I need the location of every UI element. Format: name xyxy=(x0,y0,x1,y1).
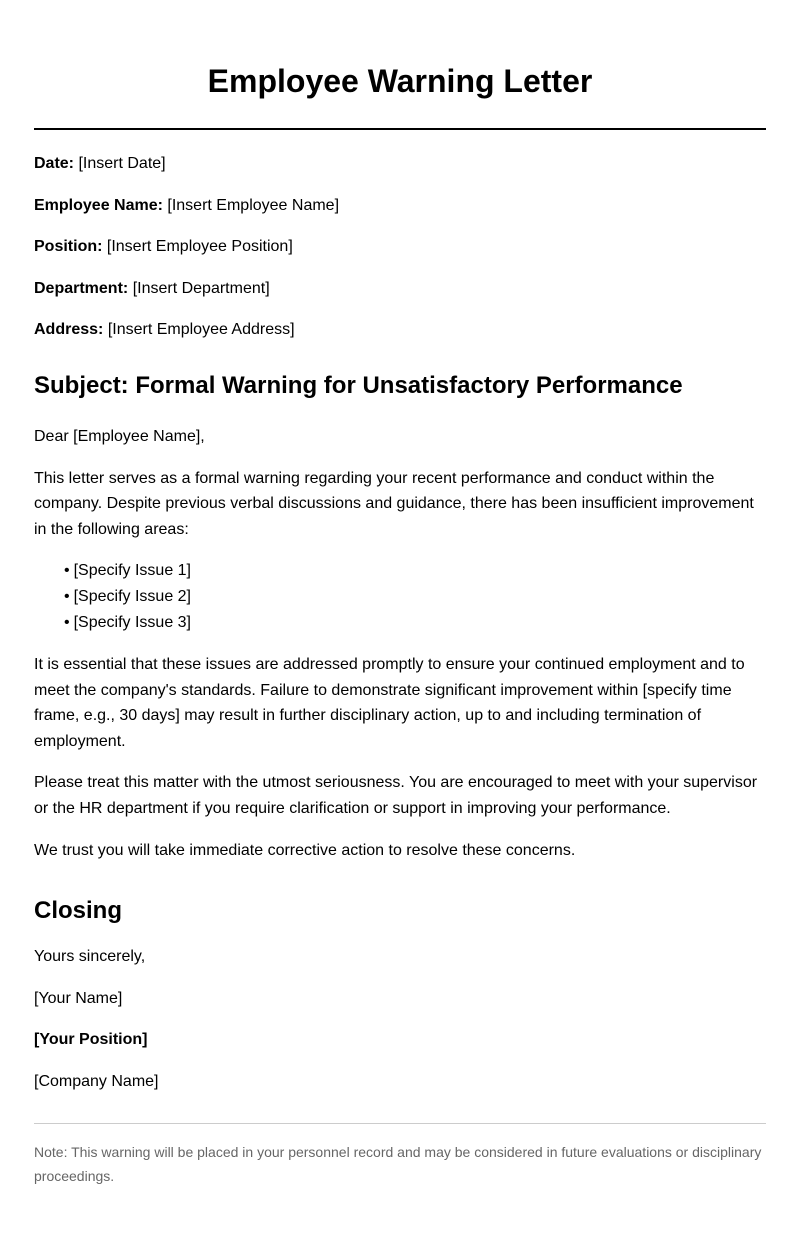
issue-item: • [Specify Issue 2] xyxy=(64,584,766,610)
treat-paragraph: Please treat this matter with the utmost seriousness. You are encouraged to meet with your supervisor or the HR department if you require clarification or support in improving your performance. xyxy=(34,774,758,818)
issues-list xyxy=(34,558,766,636)
issue-item: • [Specify Issue 3] xyxy=(64,610,766,636)
field-date-value: [Insert Date] xyxy=(78,155,166,172)
field-position-label: Position: xyxy=(34,238,103,255)
note-divider xyxy=(34,1123,766,1124)
subject-heading: Subject: Formal Warning for Unsatisfactory Performance xyxy=(34,372,683,399)
salutation: Dear [Employee Name], xyxy=(34,428,205,445)
company-name: [Company Name] xyxy=(34,1072,159,1090)
trust-paragraph: We trust you will take immediate corrective action to resolve these concerns. xyxy=(34,841,576,859)
field-department-label: Department: xyxy=(34,279,129,297)
intro-paragraph: This letter serves as a formal warning regarding your recent performance and conduct within the company. Despite previous verbal discussions and guidance, there has been insufficient improvement in the following areas: xyxy=(34,469,754,538)
field-department xyxy=(34,279,766,299)
sender-position: [Your Position] xyxy=(34,1031,148,1049)
footer-note: Note: This warning will be placed in your personnel record and may be considered in future evaluations or disciplinary proceedings. xyxy=(34,1143,762,1184)
closing-block xyxy=(34,947,766,1092)
title-divider xyxy=(34,128,766,130)
field-employee-name-label: Employee Name: xyxy=(34,196,163,214)
field-date xyxy=(34,154,766,174)
closing-heading: Closing xyxy=(34,897,122,925)
field-employee-name-value: [Insert Employee Name] xyxy=(167,196,340,214)
issue-item: • [Specify Issue 1] xyxy=(64,558,766,584)
field-address xyxy=(34,320,766,340)
field-employee-name xyxy=(34,196,766,216)
header-fields xyxy=(34,154,766,340)
field-position xyxy=(34,237,766,257)
field-date-label: Date: xyxy=(34,155,75,172)
essential-paragraph: It is essential that these issues are addressed promptly to ensure your continued employment and to meet the company's standards. Failure to demonstrate significant improvement within [specify time frame, e.g., 30 days] may result in further disciplinary action, up to and including termination of employment. xyxy=(34,656,745,750)
field-position-value: [Insert Employee Position] xyxy=(106,238,293,255)
field-department-value: [Insert Department] xyxy=(132,279,270,297)
document-title: Employee Warning Letter xyxy=(207,63,593,99)
sign-off: Yours sincerely, xyxy=(34,948,146,966)
field-address-label: Address: xyxy=(34,321,104,338)
field-address-value: [Insert Employee Address] xyxy=(107,321,295,338)
sender-name: [Your Name] xyxy=(34,989,123,1007)
